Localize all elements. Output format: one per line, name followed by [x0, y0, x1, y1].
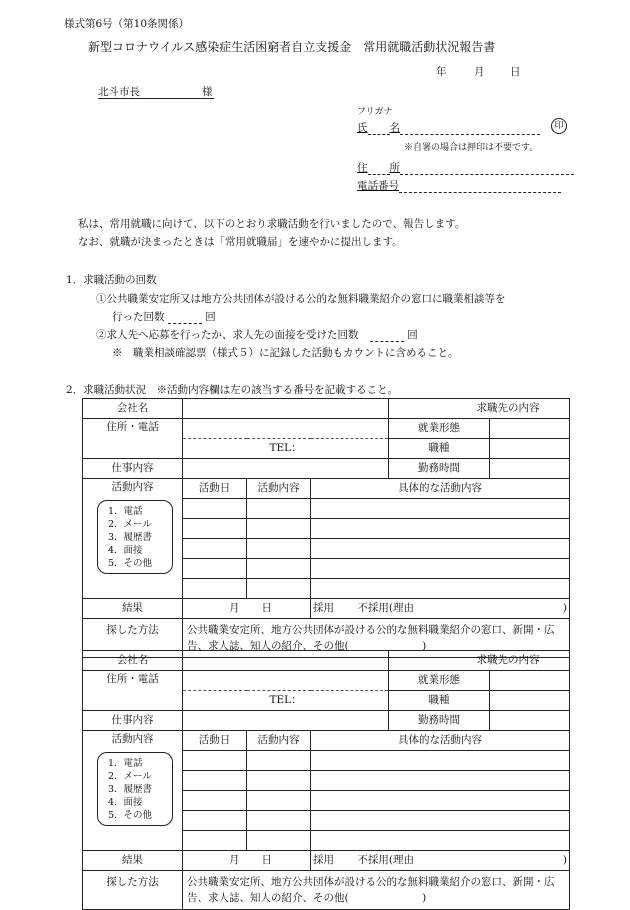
activity-date-header: 活動日	[183, 479, 247, 499]
address-value[interactable]	[183, 419, 389, 439]
company-value[interactable]	[183, 651, 389, 671]
job-type-value[interactable]	[490, 691, 570, 711]
employment-type-label: 就業形態	[389, 419, 490, 439]
method-text: 公共職業安定所、地方公共団体が設ける公的な無料職業紹介の窓口、新開・広告、求人誌、知人の紹介、その他( )	[183, 619, 570, 658]
intro-line-2: なお、就職が決まったときは「常用就職届」を速やかに提出します。	[78, 236, 403, 248]
activity-content-cell[interactable]	[247, 791, 311, 811]
tel-label: TEL：	[183, 439, 389, 459]
form-number: 様式第6号（第10条関係）	[64, 18, 190, 30]
activity-date-cell[interactable]	[183, 579, 247, 599]
address-row: 住 所	[357, 160, 574, 175]
phone-row: 電話番号	[357, 178, 561, 193]
work-content-label: 仕事内容	[83, 459, 183, 479]
employment-type-value[interactable]	[490, 419, 570, 439]
method-label: 探した方法	[83, 619, 183, 658]
method-label: 探した方法	[83, 871, 183, 910]
activity-detail-cell[interactable]	[311, 519, 570, 539]
activity-content-cell[interactable]	[247, 831, 311, 851]
activity-date-header: 活動日	[183, 731, 247, 751]
section1-item1-line2: 行った回数 回	[112, 311, 216, 323]
company-label: 会社名	[83, 651, 183, 671]
job-info-header: 求職先の内容	[389, 651, 570, 671]
work-content-label: 仕事内容	[83, 711, 183, 731]
activity-content-label-cell: 活動内容	[83, 731, 183, 851]
work-hours-label: 勤務時間	[389, 711, 490, 731]
date-month-label: 月	[474, 66, 485, 78]
activity-date-cell[interactable]	[183, 831, 247, 851]
result-date[interactable]: 月 日	[183, 599, 311, 619]
activity-content-cell[interactable]	[247, 811, 311, 831]
activity-content-label-cell: 活動内容	[83, 479, 183, 599]
activity-content-cell[interactable]	[247, 751, 311, 771]
result-outcome[interactable]: 採用 不採用(理由 )	[311, 599, 570, 619]
date-year-label: 年	[436, 66, 447, 78]
employment-type-label: 就業形態	[389, 671, 490, 691]
activity-detail-cell[interactable]	[311, 771, 570, 791]
job-info-header: 求職先の内容	[389, 399, 570, 419]
activity-detail-header: 具体的な活動内容	[311, 731, 570, 751]
activity-content-cell[interactable]	[247, 499, 311, 519]
section2-heading: 2．求職活動状況 ※活動内容欄は左の該当する番号を記載すること。	[66, 384, 399, 396]
result-outcome[interactable]: 採用 不採用(理由 )	[311, 851, 570, 871]
date-day-label: 日	[510, 66, 521, 78]
job-type-label: 職種	[389, 691, 490, 711]
name-row: 氏 名	[357, 120, 540, 135]
job-type-value[interactable]	[490, 439, 570, 459]
activity-date-cell[interactable]	[183, 811, 247, 831]
activity-date-cell[interactable]	[183, 539, 247, 559]
activity-date-cell[interactable]	[183, 559, 247, 579]
activity-content-cell[interactable]	[247, 539, 311, 559]
activity-detail-cell[interactable]	[311, 499, 570, 519]
activity-detail-cell[interactable]	[311, 559, 570, 579]
activity-options-list: 1．電話 2．メール 3．履歴書 4．面接 5．その他	[108, 506, 153, 569]
activity-detail-header: 具体的な活動内容	[311, 479, 570, 499]
address-phone-label: 住所・電話	[83, 419, 183, 459]
addressee-honorific: 様	[202, 86, 213, 98]
activity-date-cell[interactable]	[183, 519, 247, 539]
section1-heading: 1．求職活動の回数	[66, 274, 157, 286]
addressee-line	[98, 84, 214, 99]
activity-detail-cell[interactable]	[311, 579, 570, 599]
activity-detail-cell[interactable]	[311, 811, 570, 831]
result-label: 結果	[83, 851, 183, 871]
activity-detail-cell[interactable]	[311, 751, 570, 771]
section1-note: ※ 職業相談確認票（様式５）に記録した活動もカウントに含めること。	[112, 347, 459, 359]
activity-detail-cell[interactable]	[311, 791, 570, 811]
activity-content-cell[interactable]	[247, 519, 311, 539]
activity-date-cell[interactable]	[183, 771, 247, 791]
activity-content-header: 活動内容	[247, 479, 311, 499]
intro-line-1: 私は、常用就職に向けて、以下のとおり求職活動を行いましたので、報告します。	[78, 218, 466, 230]
tel-label: TEL：	[183, 691, 389, 711]
activity-detail-cell[interactable]	[311, 539, 570, 559]
furigana-label: フリガナ	[357, 107, 393, 117]
work-hours-value[interactable]	[490, 711, 570, 731]
activity-date-cell[interactable]	[183, 499, 247, 519]
employment-type-value[interactable]	[490, 671, 570, 691]
work-content-value[interactable]	[183, 711, 389, 731]
activity-date-cell[interactable]	[183, 791, 247, 811]
result-label: 結果	[83, 599, 183, 619]
seal-mark: 印	[551, 118, 567, 134]
activity-detail-cell[interactable]	[311, 831, 570, 851]
work-hours-label: 勤務時間	[389, 459, 490, 479]
section1-item2: ②求人先へ応募を行ったか、求人先の面接を受けた回数 回	[96, 329, 418, 341]
addressee-mayor: 北斗市長	[98, 86, 140, 98]
activity-options-list: 1．電話 2．メール 3．履歴書 4．面接 5．その他	[108, 758, 153, 821]
activity-content-cell[interactable]	[247, 559, 311, 579]
job-type-label: 職種	[389, 439, 490, 459]
work-hours-value[interactable]	[490, 459, 570, 479]
section1-item1-line1: ①公共職業安定所又は地方公共団体が設ける公的な無料職業紹介の窓口に職業相談等を	[96, 293, 506, 305]
seal-note: ※自署の場合は押印は不要です。	[404, 143, 539, 153]
company-label: 会社名	[83, 399, 183, 419]
activity-content-header: 活動内容	[247, 731, 311, 751]
activity-content-cell[interactable]	[247, 579, 311, 599]
page-title: 新型コロナウイルス感染症生活困窮者自立支援金 常用就職活動状況報告書	[88, 40, 496, 54]
address-value[interactable]	[183, 671, 389, 691]
company-value[interactable]	[183, 399, 389, 419]
work-content-value[interactable]	[183, 459, 389, 479]
activity-content-cell[interactable]	[247, 771, 311, 791]
address-phone-label: 住所・電話	[83, 671, 183, 711]
activity-date-cell[interactable]	[183, 751, 247, 771]
result-date[interactable]: 月 日	[183, 851, 311, 871]
method-text: 公共職業安定所、地方公共団体が設ける公的な無料職業紹介の窓口、新開・広告、求人誌、知人の紹介、その他( )	[183, 871, 570, 910]
